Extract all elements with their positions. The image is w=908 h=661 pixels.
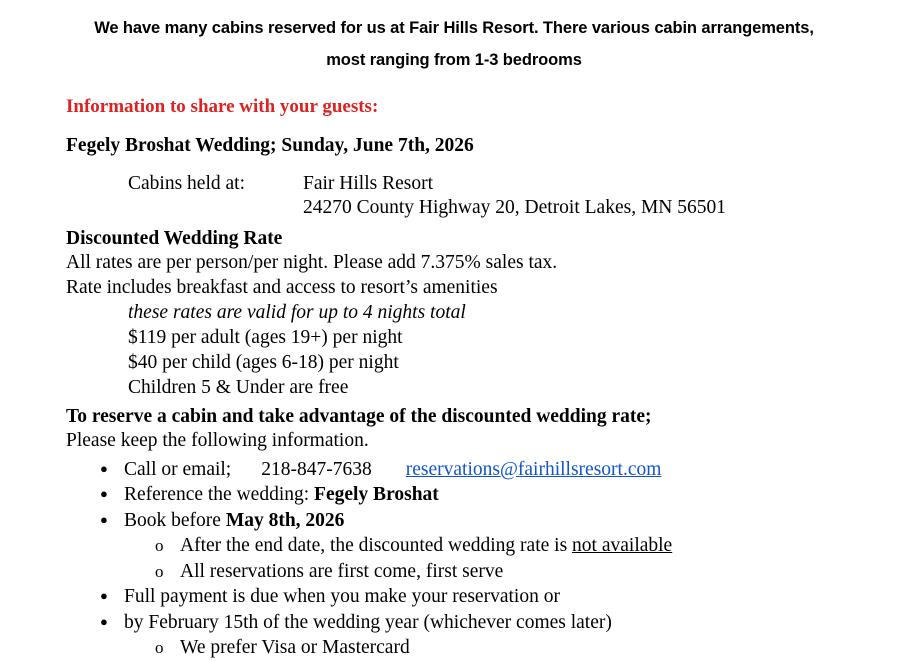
sub-item-first-come: o All reservations are first come, first serve [180, 559, 908, 585]
reservation-email-link[interactable]: reservations@fairhillsresort.com [405, 458, 662, 480]
full-payment-line-1: Full payment is due when you make your reservation or [124, 586, 560, 607]
sub-item-card-preference: o We prefer Visa or Mastercard [180, 635, 908, 661]
wedding-title: Fegely Broshat Wedding; Sunday, June 7th, 2026 [66, 135, 474, 156]
reference-wedding-name: Fegely Broshat [314, 484, 439, 505]
call-or-email-label: Call or email; [124, 458, 232, 480]
after-end-date-text: After the end date, the discounted wedding rate is [180, 535, 568, 556]
reservation-phone-number: 218-847-7638 [261, 458, 372, 480]
cabins-values [303, 172, 908, 219]
reserve-heading: To reserve a cabin and take advantage of the discounted wedding rate; [66, 406, 652, 427]
intro-line-1: We have many cabins reserved for us at Fair Hills Resort. There various cabin arrangements, [94, 19, 814, 37]
discounted-rate-heading: Discounted Wedding Rate [66, 228, 283, 249]
reference-wedding-label: Reference the wedding: [124, 484, 310, 505]
reservation-bullet-list [0, 457, 908, 661]
cabins-row [0, 172, 908, 219]
sub-item-after-end-date [180, 533, 908, 559]
book-before-sub-list [124, 533, 908, 584]
cabins-held-label: Cabins held at: [128, 173, 245, 194]
full-payment-line-2-wrapper [124, 610, 908, 661]
rate-child: $40 per child (ages 6-18) per night [128, 352, 399, 373]
list-item-full-payment [124, 584, 908, 610]
payment-sub-list [124, 635, 908, 661]
list-item-call-or-email [124, 457, 908, 483]
cabins-venue-address: 24270 County Highway 20, Detroit Lakes, MN 56501 [303, 196, 727, 218]
rate-includes-note: Rate includes breakfast and access to resort’s amenities [66, 276, 498, 298]
cabins-block [0, 172, 908, 219]
red-section-heading: Information to share with your guests: [66, 96, 379, 117]
intro-paragraph [0, 0, 908, 76]
rate-children-free: Children 5 & Under are free [128, 377, 349, 398]
not-available-emphasis: not available [572, 535, 673, 556]
rate-adult: $119 per adult (ages 19+) per night [128, 327, 403, 348]
cabins-venue-name: Fair Hills Resort [303, 173, 433, 194]
book-before-date: May 8th, 2026 [225, 509, 345, 531]
rate-tax-note: All rates are per person/per night. Please add 7.375% sales tax. [66, 252, 558, 273]
rate-validity-note: these rates are valid for up to 4 nights total [128, 302, 466, 323]
list-item-book-before [124, 508, 908, 585]
book-before-label: Book before [124, 509, 221, 531]
list-item-reference-wedding [124, 482, 908, 508]
intro-line-2: most ranging from 1-3 bedrooms [326, 51, 582, 69]
full-payment-line-2: by February 15th of the wedding year (whichever comes later) [124, 611, 612, 633]
reserve-subheading: Please keep the following information. [66, 430, 369, 451]
